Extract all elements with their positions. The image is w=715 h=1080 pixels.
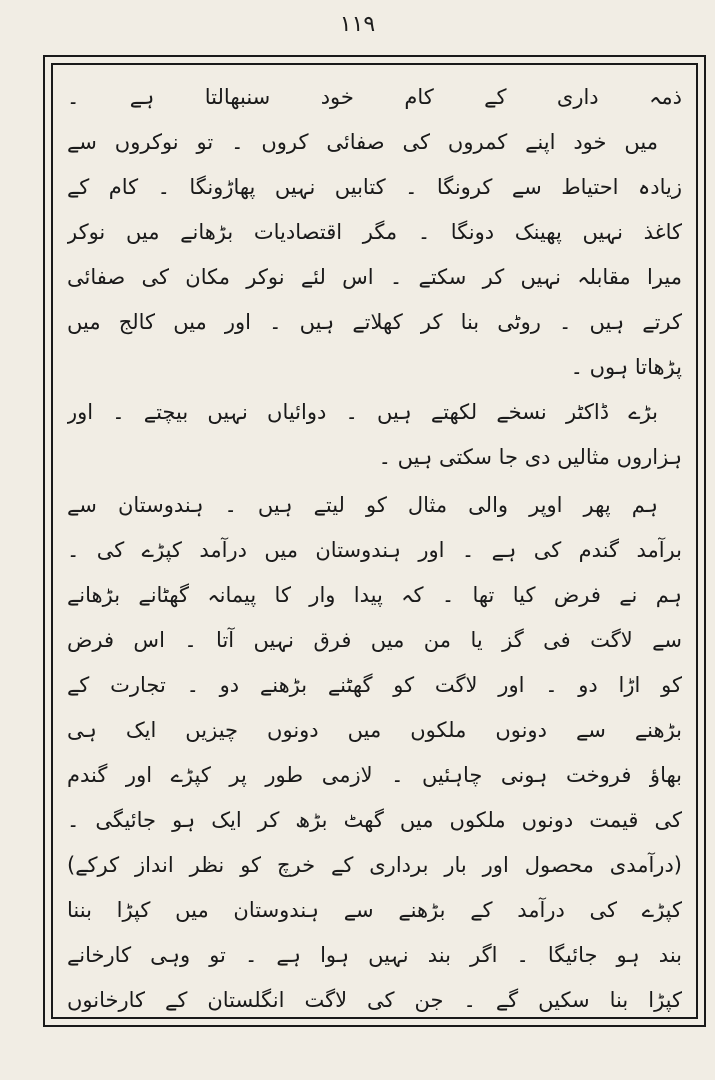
page-border-inner <box>51 63 698 1019</box>
text-line: سے لاگت فی گز یا من میں فرق نہیں آتا ۔ اس فرض <box>67 628 682 652</box>
text-line: بڑے ڈاکٹر نسخے لکھتے ہیں ۔ دوائیاں نہیں بیچتے ۔ اور <box>67 400 658 424</box>
text-line: (درآمدی محصول اور بار برداری کے خرچ کو نظر انداز کرکے) <box>67 853 682 877</box>
text-line: برآمد گندم کی ہے ۔ اور ہندوستان میں درآمد کپڑے کی ۔ <box>67 538 682 562</box>
text-line: کرتے ہیں ۔ روٹی بنا کر کھلاتے ہیں ۔ اور میں کالج میں <box>67 310 682 334</box>
page-number: ۱۱۹ <box>339 12 376 37</box>
text-line: ذمہ داری کے کام خود سنبھالتا ہے ۔ <box>67 85 682 109</box>
text-line: کو اڑا دو ۔ اور لاگت کو گھٹنے بڑھنے دو ۔ تجارت کے <box>67 673 682 697</box>
text-line: پڑھاتا ہوں ۔ <box>570 355 682 379</box>
text-line: کی قیمت دونوں ملکوں میں گھٹ بڑھ کر ایک ہو جائیگی ۔ <box>67 808 682 832</box>
page-border-outer <box>43 55 706 1027</box>
text-line: کاغذ نہیں پھینک دونگا ۔ مگر اقتصادیات بڑھانے میں نوکر <box>67 220 682 244</box>
text-line: ہم نے فرض کیا تھا ۔ کہ پیدا وار کا پیمانہ گھٹانے بڑھانے <box>67 583 682 607</box>
text-line: میرا مقابلہ نہیں کر سکتے ۔ اس لئے نوکر مکان کی صفائی <box>67 265 682 289</box>
page-text-body <box>67 73 682 1012</box>
text-line: ہم پھر اوپر والی مثال کو لیتے ہیں ۔ ہندوستان سے <box>67 493 658 517</box>
text-line: بڑھنے سے دونوں ملکوں میں دونوں چیزیں ایک ہی <box>67 718 682 742</box>
text-line: کپڑے کی درآمد کے بڑھنے سے ہندوستان میں کپڑا بننا <box>67 898 682 922</box>
text-line: ہزاروں مثالیں دی جا سکتی ہیں ۔ <box>378 445 682 469</box>
text-line: میں خود اپنے کمروں کی صفائی کروں ۔ تو نوکروں سے <box>67 130 658 154</box>
text-line: کپڑا بنا سکیں گے ۔ جن کی لاگت انگلستان کے کارخانوں <box>67 988 682 1012</box>
text-line: بھاؤ فروخت ہونی چاہئیں ۔ لازمی طور پر کپڑے اور گندم <box>67 763 682 787</box>
text-line: بند ہو جائیگا ۔ اگر بند نہیں ہوا ہے ۔ تو وہی کارخانے <box>67 943 682 967</box>
text-line: زیادہ احتیاط سے کرونگا ۔ کتابیں نہیں پھاڑونگا ۔ کام کے <box>67 175 682 199</box>
